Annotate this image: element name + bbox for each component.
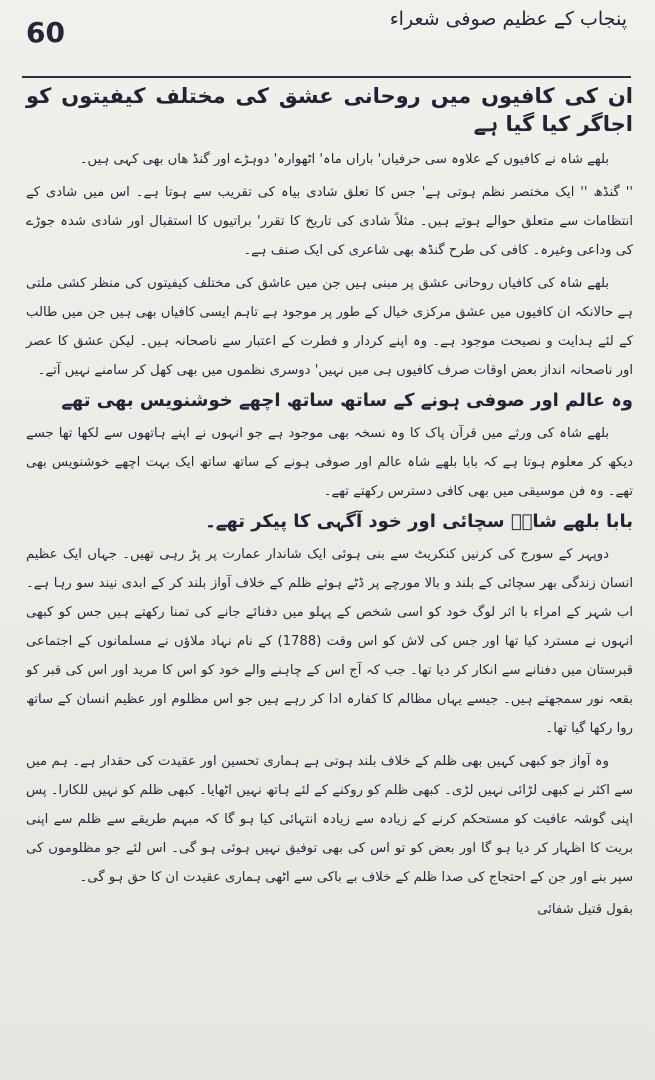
attribution: بقول قتیل شفائی [537,902,633,918]
book-title: پنجاب کے عظیم صوفی شعراء [389,8,627,30]
paragraph: دوپہر کے سورج کی کرنیں کنکریٹ سے بنی ہوئی ایک شاندار عمارت پر پڑ رہی تھیں۔ جہاں ایک عظیم انسان زندگی بھر سچائی کے بلند و بالا مورچے پر ڈٹے ہوئے ظلم کے خلاف آواز بلند کر کے ابدی نیند سو رہا ہے۔ اب شہر کے امراء با اثر لوگ خود کو اسی شخص کے پہلو میں دفنائے جانے کی تمنا رکھتے ہیں جس کو کبھی انہوں نے مسترد کیا تھا اور جس کی لاش کو اس وقت (1788) کے نام نہاد ملاؤں نے مسلمانوں کے اجتماعی قبرستان میں دفنانے سے انکار کر دیا تھا۔ جب کہ آج اس کے چاہنے والے خود کو اس کا مرید اور اس کی قبر کو بقعہ نور سمجھتے ہیں۔ جیسے یہاں مظالم کا کفارہ ادا کر رہے ہیں جو اس مظلوم اور عظیم انسان کے ساتھ روا رکھا گیا تھا۔ [26,547,633,737]
paragraph: وہ آواز جو کبھی کہیں بھی ظلم کے خلاف بلند ہوتی ہے ہماری تحسین اور عقیدت کی حقدار ہے۔ ہم میں سے اکثر نے کبھی لڑائی نہیں لڑی۔ کبھی ظلم کو روکنے کے لئے ہاتھ نہیں اٹھایا۔ کبھی ظلم کو نہیں للکارا۔ پس اپنی گوشہ عافیت کو مستحکم کرنے کے زیادہ سے زیادہ انتہائی کیا ہو گا کہ مبہم طریقے سے ظلم سے اپنی بریت کا اظہار کر دیا ہو گا اور بعض کو تو اس کی بھی توفیق نہیں ہوئی ہو گی۔ اس لئے جو مظلوموں کی سپر بنے اور جن کے احتجاج کی صدا ظلم کے خلاف بے باکی سے اٹھی ہماری عقیدت ان کا حق ہو گی۔ [26,754,633,886]
paragraph: بلھے شاہ کی کافیاں روحانی عشق پر مبنی ہیں جن میں عاشق کی مختلف کیفیتوں کی منظر کشی ملتی ہے حالانکہ ان کافیوں میں عشق مرکزی خیال کے طور پر موجود ہے تاہم ایسی کافیاں بھی ہیں جن میں طالب کے لئے ہدایت و نصیحت موجود ہے۔ وہ اپنے کردار و فطرت کے اعتبار سے ناصحانہ ہیں۔ لیکن عشق کا عصر اور ناصحانہ انداز بعض اوقات صرف کافیوں ہی میں نہیں' دوسری نظموں میں بھی کھل کر سامنے نہیں آتے۔ [26,275,633,378]
header-rule [22,76,631,78]
section-heading: ان کی کافیوں میں روحانی عشق کی مختلف کیفیتوں کو اجاگر کیا گیا ہے [26,84,633,137]
page-number: 60 [26,16,65,49]
page-content [26,82,633,1040]
section-heading: بابا بلھے شاہؒ سچائی اور خود آگہی کا پیکر تھے۔ [205,510,633,532]
running-head [22,6,631,72]
paragraph: بلھے شاہ کی ورثے میں قرآن پاک کا وہ نسخہ بھی موجود ہے جو انہوں نے اپنے ہاتھوں سے لکھا تھا جسے دیکھ کر معلوم ہوتا ہے کہ بابا بلھے شاہ عالم اور صوفی ہونے کے ساتھ ساتھ ایک بہت اچھے خوشنویس بھی تھے۔ وہ فن موسیقی میں بھی کافی دسترس رکھتے تھے۔ [26,425,633,499]
section-heading: وہ عالم اور صوفی ہونے کے ساتھ ساتھ اچھے خوشنویس بھی تھے [61,389,633,411]
paragraph: بلھے شاہ نے کافیوں کے علاوہ سی حرفیاں' باراں ماہ' اٹھوارہ' دوہڑے اور گنڈ ھاں بھی کہی ہیں۔ [79,151,609,167]
paragraph: '' گنڈھ '' ایک مختصر نظم ہوتی ہے' جس کا تعلق شادی بیاہ کی تقریب سے ہوتا ہے۔ اس میں شادی کے انتظامات سے متعلق حوالے ہوتے ہیں۔ مثلاً شادی کی تاریخ کا تقرر' براتیوں کا استقبال اور شادی شدہ جوڑے کی وداعی وغیرہ۔ کافی کی طرح گنڈھ بھی شاعری کی ایک صنف ہے۔ [26,184,633,258]
